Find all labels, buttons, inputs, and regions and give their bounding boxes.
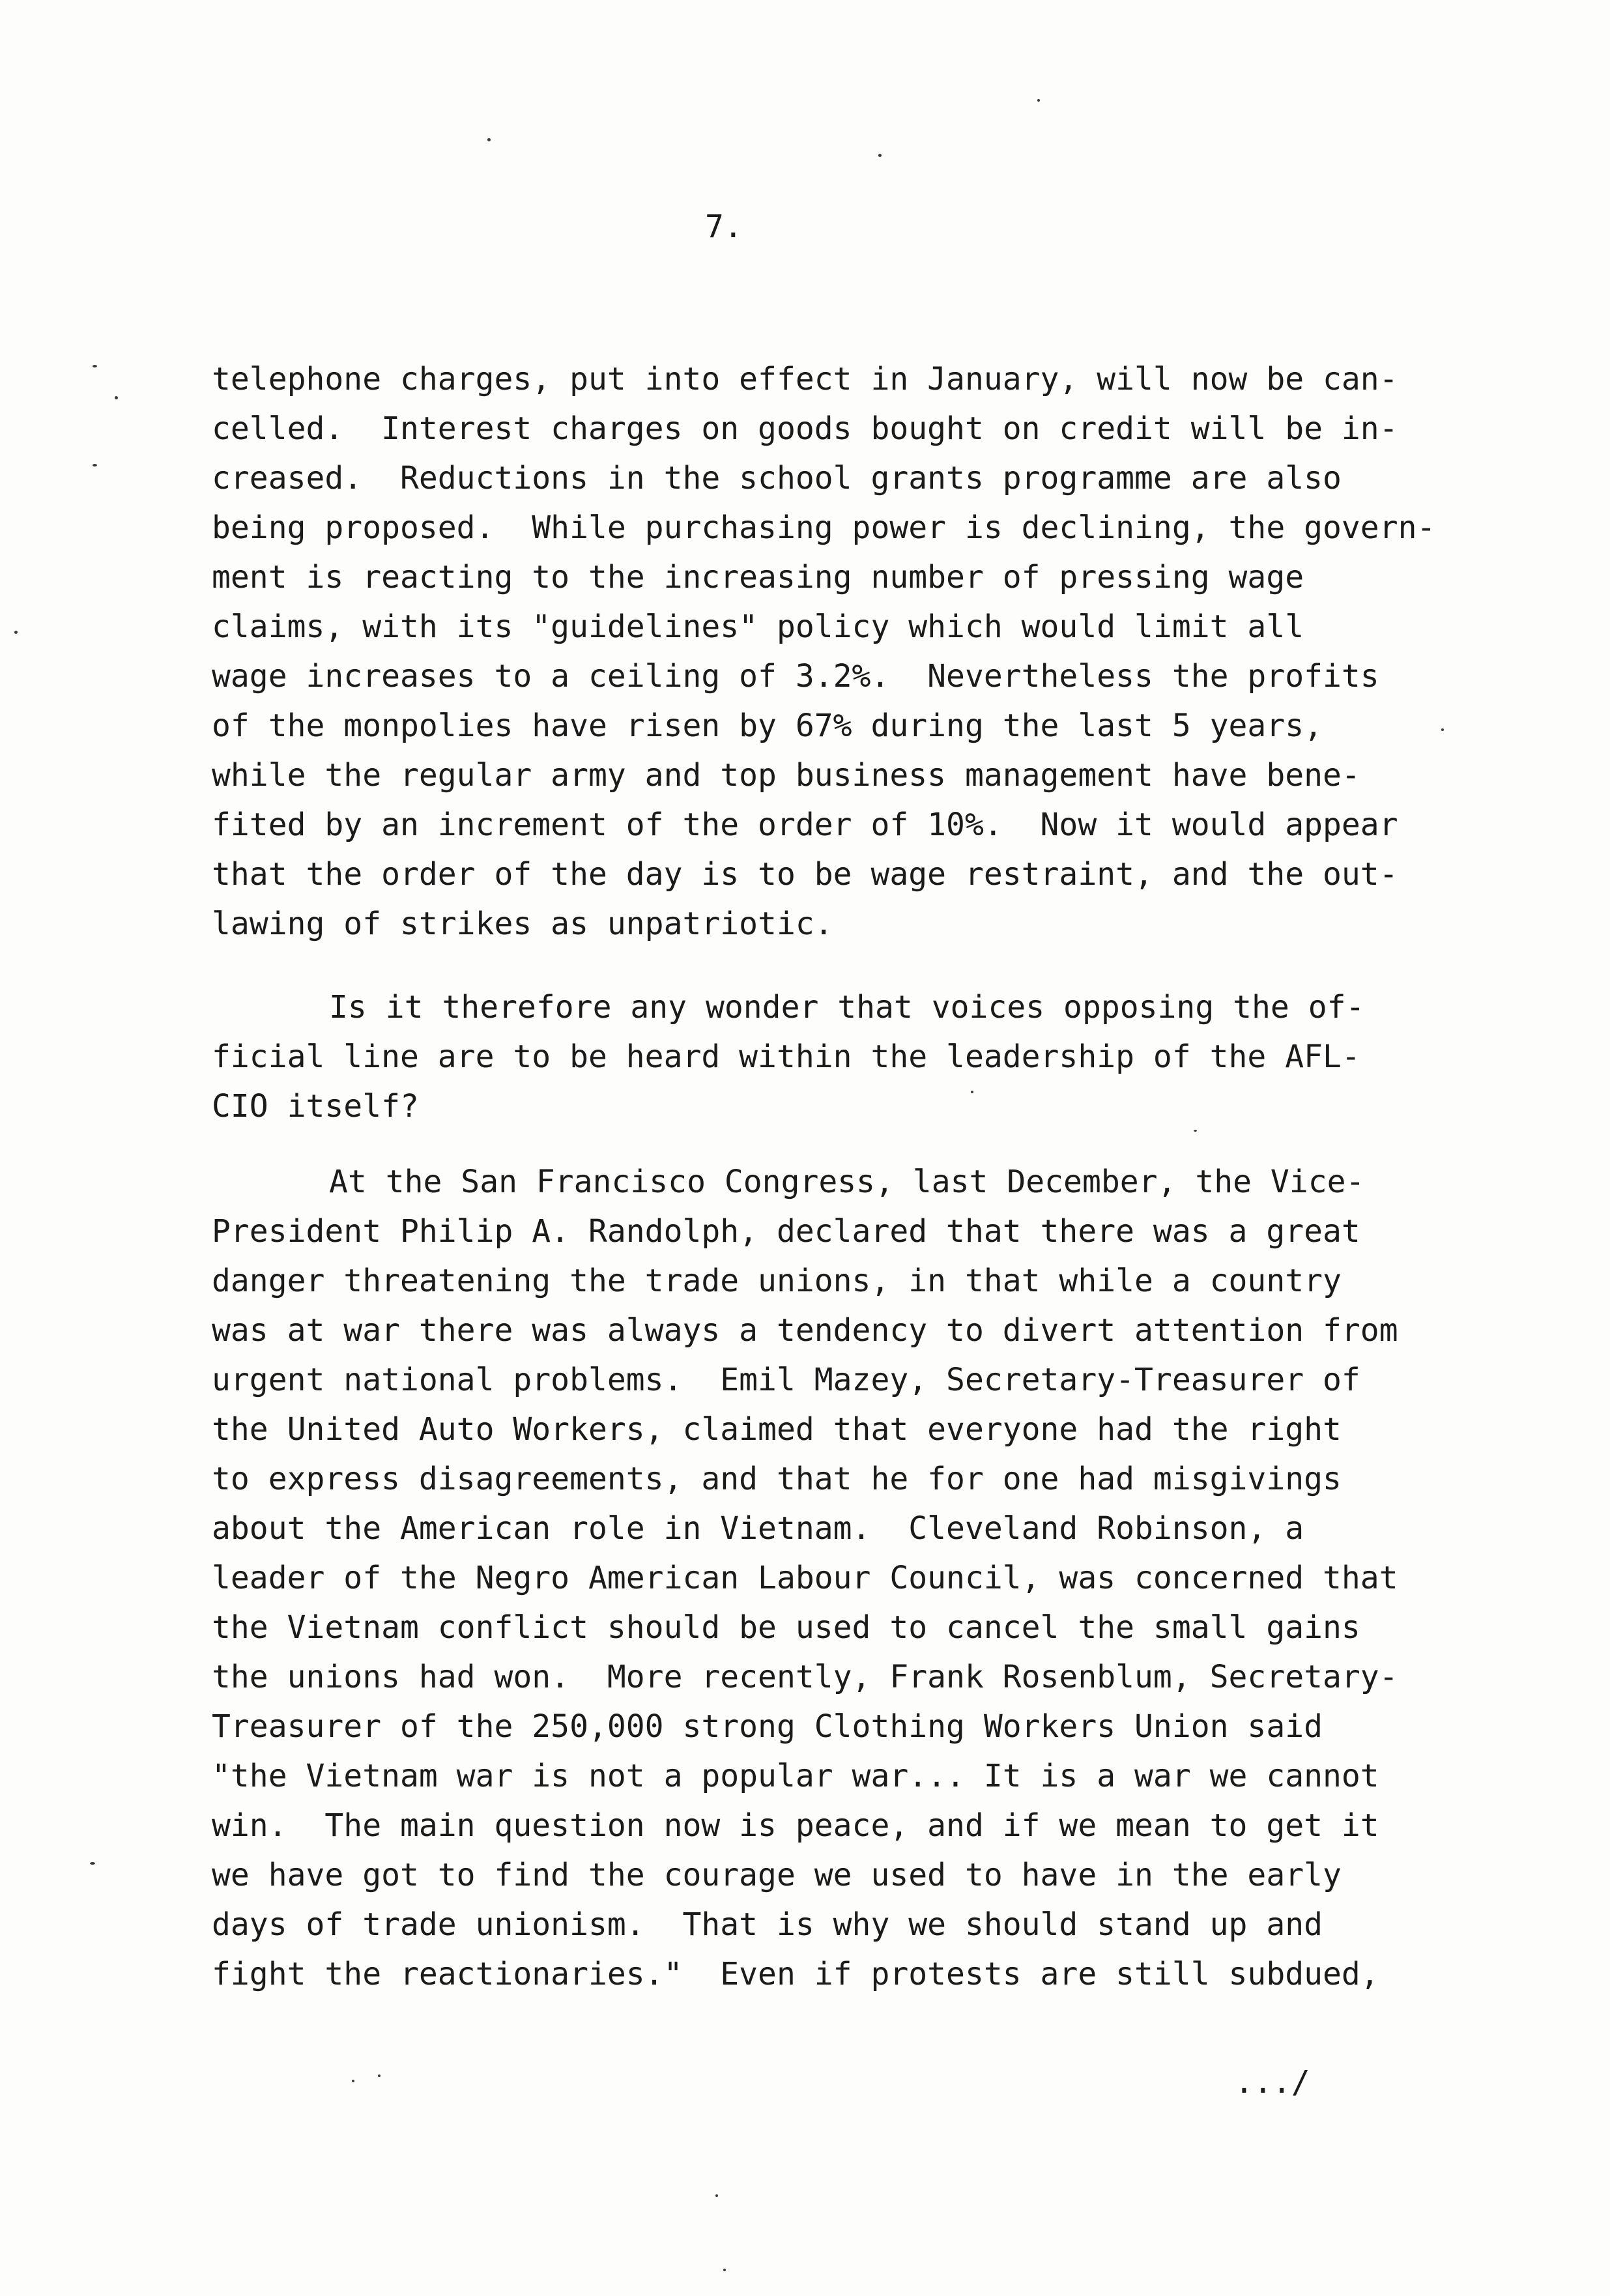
text-line: that the order of the day is to be wage restraint, and the out- (212, 856, 1398, 893)
text-line: "the Vietnam war is not a popular war... It is a war we cannot (212, 1758, 1379, 1794)
scan-speck (14, 631, 18, 634)
text-line: creased. Reductions in the school grants programme are also (212, 460, 1342, 496)
text-line: about the American role in Vietnam. Cleveland Robinson, a (212, 1510, 1304, 1547)
scan-speck (715, 2194, 718, 2197)
text-line: the United Auto Workers, claimed that everyone had the right (212, 1411, 1342, 1448)
scan-speck (93, 365, 97, 367)
paragraph-1 (212, 354, 1435, 949)
text-line: President Philip A. Randolph, declared that there was a great (212, 1213, 1360, 1250)
text-line: of the monpolies have risen by 67% during the last 5 years, (212, 708, 1323, 744)
scan-speck (878, 154, 882, 157)
scan-speck (115, 396, 118, 399)
paragraph-3 (212, 1157, 1398, 1999)
text-line: we have got to find the courage we used to have in the early (212, 1857, 1342, 1893)
text-line: to express disagreements, and that he for one had misgivings (212, 1461, 1342, 1497)
scan-speck (723, 2269, 726, 2271)
text-line: claims, with its "guidelines" policy which would limit all (212, 609, 1304, 645)
text-line: celled. Interest charges on goods bought on credit will be in- (212, 410, 1398, 447)
scan-speck (90, 1862, 95, 1865)
text-line: being proposed. While purchasing power is declining, the govern- (212, 509, 1436, 546)
text-line: urgent national problems. Emil Mazey, Secretary-Treasurer of (212, 1362, 1360, 1398)
page-number: 7. (705, 208, 743, 245)
scan-speck (378, 2074, 381, 2077)
scan-speck (1441, 728, 1444, 731)
text-line: while the regular army and top business management have bene- (212, 757, 1360, 794)
text-line: days of trade unionism. That is why we should stand up and (212, 1906, 1323, 1943)
text-line: win. The main question now is peace, and if we mean to get it (212, 1807, 1379, 1844)
text-line: ficial line are to be heard within the leadership of the AFL- (212, 1039, 1360, 1075)
text-line: danger threatening the trade unions, in that while a country (212, 1263, 1342, 1299)
scan-speck (352, 2080, 354, 2082)
text-line: Treasurer of the 250,000 strong Clothing Workers Union said (212, 1708, 1323, 1745)
text-line: Is it therefore any wonder that voices opposing the of- (329, 989, 1365, 1026)
text-line: ment is reacting to the increasing number of pressing wage (212, 559, 1304, 596)
text-line: fight the reactionaries." Even if protests are still subdued, (212, 1956, 1379, 1992)
text-line: wage increases to a ceiling of 3.2%. Nevertheless the profits (212, 658, 1379, 695)
text-line: fited by an increment of the order of 10%. Now it would appear (212, 807, 1398, 843)
text-line: leader of the Negro American Labour Council, was concerned that (212, 1560, 1398, 1596)
text-line: the unions had won. More recently, Frank Rosenblum, Secretary- (212, 1659, 1398, 1695)
scan-speck (1194, 1130, 1197, 1132)
continuation-mark: .../ (1235, 2064, 1310, 2101)
scan-speck (93, 464, 97, 466)
text-line: At the San Francisco Congress, last December, the Vice- (329, 1164, 1365, 1200)
text-line: was at war there was always a tendency to divert attention from (212, 1312, 1398, 1349)
text-line: telephone charges, put into effect in January, will now be can- (212, 361, 1398, 397)
scan-speck (1037, 99, 1040, 102)
paragraph-2 (212, 983, 1364, 1131)
scan-speck (487, 138, 491, 141)
text-line: lawing of strikes as unpatriotic. (212, 906, 833, 942)
text-line: CIO itself? (212, 1088, 419, 1125)
scan-speck (971, 1091, 973, 1093)
text-line: the Vietnam conflict should be used to cancel the small gains (212, 1609, 1360, 1646)
